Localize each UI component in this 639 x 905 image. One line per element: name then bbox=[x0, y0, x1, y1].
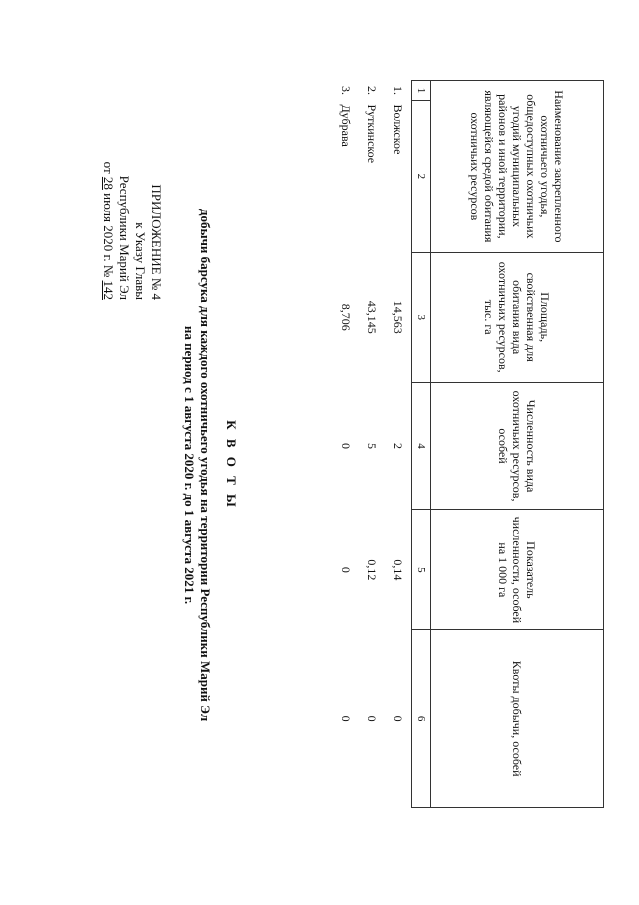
column-number: 2 bbox=[412, 100, 431, 252]
row-quota: 0 bbox=[339, 715, 353, 722]
row-area: 14,563 bbox=[385, 252, 412, 382]
appendix-date-prefix: от bbox=[101, 161, 116, 174]
table-row bbox=[385, 81, 412, 808]
table-row bbox=[333, 81, 359, 808]
title-block bbox=[181, 120, 239, 810]
table-row bbox=[359, 81, 385, 808]
header-population: Численность вида охотничьих ресурсов, особей bbox=[431, 382, 604, 510]
appendix-line-2: к Указу Главы bbox=[133, 222, 148, 300]
column-number: 1 bbox=[412, 81, 431, 101]
column-number: 5 bbox=[412, 510, 431, 630]
row-quota: 0 bbox=[385, 630, 412, 808]
row-index: 2. bbox=[365, 85, 379, 95]
quota-table bbox=[333, 80, 604, 808]
appendix-date-mid: июля 2020 г. № bbox=[101, 193, 116, 278]
header-area: Площадь, свойственная для обитания вида охотничьих ресурсов, тыс. га bbox=[431, 252, 604, 382]
appendix-line-1: ПРИЛОЖЕНИЕ № 4 bbox=[149, 184, 164, 300]
appendix-number: 142 bbox=[101, 280, 116, 300]
table-number-row bbox=[412, 81, 431, 808]
row-index: 1. bbox=[385, 81, 412, 101]
document-title: К В О Т Ы bbox=[224, 420, 239, 510]
document-subtitle-2: на период с 1 августа 2020 г. до 1 августа 2021 г. bbox=[182, 325, 197, 605]
row-count: 2 bbox=[385, 382, 412, 510]
table-header-row bbox=[431, 81, 604, 808]
header-hunting-ground: Наименование закрепленного охотничьего угодья, общедоступных охотничьих угодий муниципальных районов и иной территории, являющейся средой обитания охотничьих ресурсов bbox=[431, 81, 604, 253]
row-density: 0,14 bbox=[385, 510, 412, 630]
row-count: 5 bbox=[365, 443, 379, 450]
row-count: 0 bbox=[339, 443, 353, 450]
appendix-block bbox=[100, 80, 164, 300]
header-density: Показатель численности, особей на 1 000 га bbox=[431, 510, 604, 630]
row-index: 3. bbox=[339, 85, 353, 95]
header-quota: Квоты добычи, особей bbox=[431, 630, 604, 808]
column-number: 4 bbox=[412, 382, 431, 510]
appendix-date-day: 28 bbox=[101, 176, 116, 190]
row-name: Волжское bbox=[385, 100, 412, 252]
row-area: 43,145 bbox=[365, 300, 379, 334]
row-quota: 0 bbox=[365, 715, 379, 722]
row-name: Руткинское bbox=[365, 104, 379, 164]
row-area: 8,706 bbox=[339, 303, 353, 331]
appendix-line-3: Республики Марий Эл bbox=[117, 175, 132, 300]
appendix-line-4 bbox=[100, 80, 116, 300]
row-name: Дубрава bbox=[339, 104, 353, 147]
column-number: 3 bbox=[412, 252, 431, 382]
row-density: 0 bbox=[339, 566, 353, 573]
row-density: 0,12 bbox=[365, 559, 379, 581]
document-subtitle-1: добычи барсука для каждого охотничьего угодья на территории Республики Марий Эл bbox=[198, 208, 213, 722]
column-number: 6 bbox=[412, 630, 431, 808]
